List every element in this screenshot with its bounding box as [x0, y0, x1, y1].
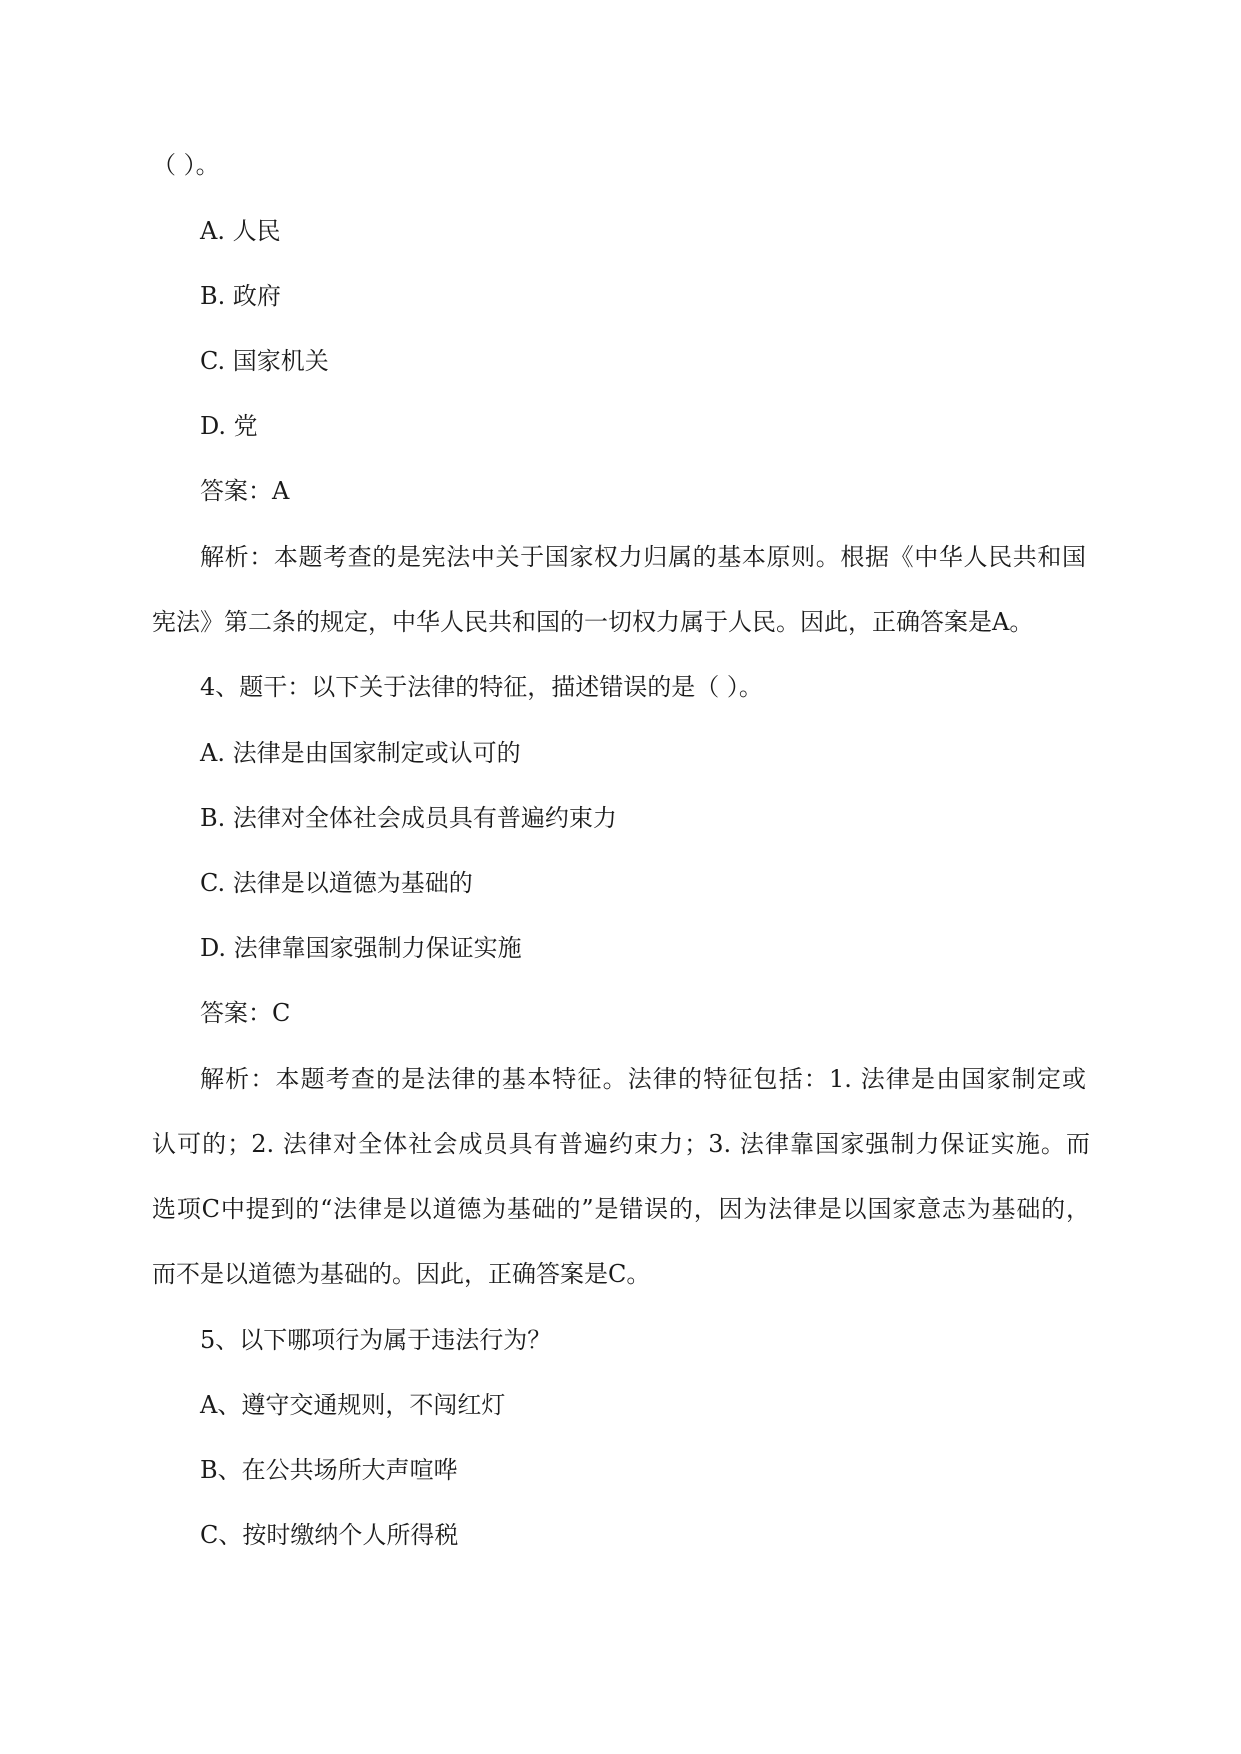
q4-option-c: C. 法律是以道德为基础的	[200, 869, 473, 897]
q4-analysis-line-3: 选项C中提到的“法律是以道德为基础的”是错误的，因为法律是以国家意志为基础的，	[152, 1195, 1090, 1223]
q3-analysis-line-2: 宪法》第二条的规定，中华人民共和国的一切权力属于人民。因此，正确答案是A。	[152, 608, 1034, 636]
q5-option-b: B、在公共场所大声喧哗	[200, 1456, 458, 1484]
q3-stem-tail: （ ）。	[152, 151, 220, 179]
q3-option-a: A. 人民	[200, 217, 281, 245]
q4-option-b: B. 法律对全体社会成员具有普遍约束力	[200, 804, 617, 832]
q3-option-c: C. 国家机关	[200, 347, 329, 375]
q3-analysis-line-1: 解析：本题考查的是宪法中关于国家权力归属的基本原则。根据《中华人民共和国	[200, 543, 1086, 571]
q4-option-d: D. 法律靠国家强制力保证实施	[200, 934, 522, 962]
q4-answer: 答案：C	[200, 999, 291, 1027]
q5-stem: 5、以下哪项行为属于违法行为？	[200, 1326, 552, 1354]
q4-analysis-line-1: 解析：本题考查的是法律的基本特征。法律的特征包括：1. 法律是由国家制定或	[200, 1065, 1086, 1093]
q4-analysis-line-4: 而不是以道德为基础的。因此，正确答案是C。	[152, 1260, 651, 1288]
q3-answer: 答案：A	[200, 477, 290, 505]
q3-option-b: B. 政府	[200, 282, 281, 310]
q5-option-a: A、遵守交通规则，不闯红灯	[200, 1391, 506, 1419]
q4-analysis-line-2: 认可的；2. 法律对全体社会成员具有普遍约束力；3. 法律靠国家强制力保证实施。而	[152, 1130, 1090, 1158]
q5-option-c: C、按时缴纳个人所得税	[200, 1521, 459, 1549]
q4-option-a: A. 法律是由国家制定或认可的	[200, 739, 521, 767]
q4-stem: 4、题干：以下关于法律的特征，描述错误的是（ ）。	[200, 673, 763, 701]
q3-option-d: D. 党	[200, 412, 258, 440]
